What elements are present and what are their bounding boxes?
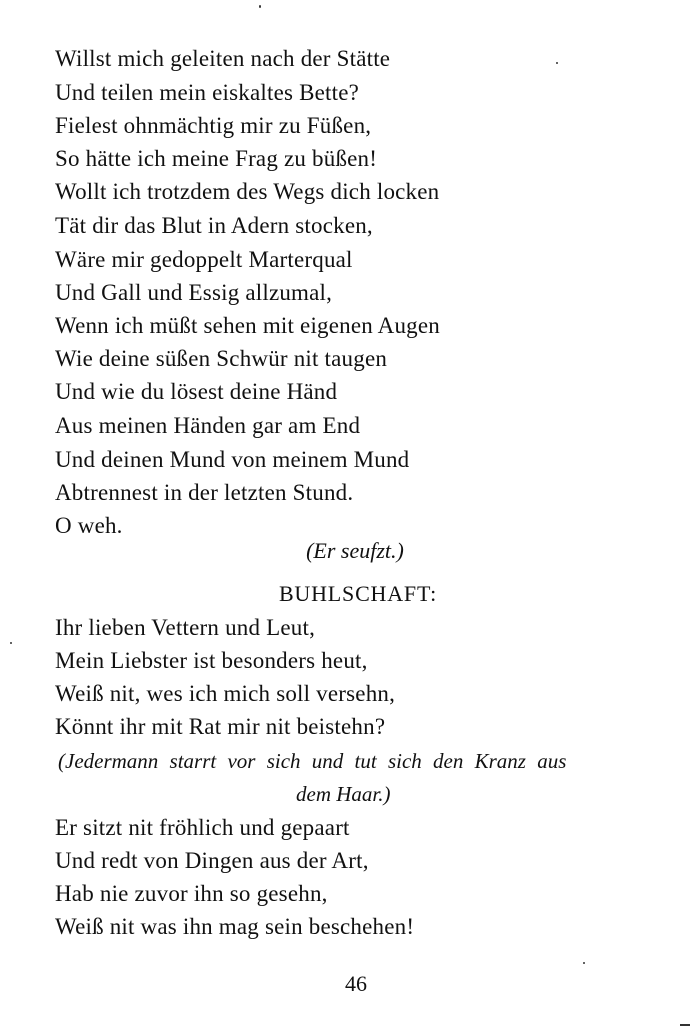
verse-line: Hab nie zuvor ihn so gesehn, — [55, 881, 328, 906]
verse-line: Tät dir das Blut in Adern stocken, — [55, 213, 373, 238]
verse-line: Weiß nit, wes ich mich soll versehn, — [55, 681, 396, 706]
scan-speck — [259, 5, 261, 8]
verse-line: Und Gall und Essig allzumal, — [55, 280, 333, 305]
verse-line: Wollt ich trotzdem des Wegs dich locken — [55, 179, 440, 204]
verse-line: Und deinen Mund von meinem Mund — [55, 447, 410, 472]
verse-line: Und redt von Dingen aus der Art, — [55, 848, 369, 873]
scan-speck — [556, 62, 558, 64]
verse-line: Ihr lieben Vettern und Leut, — [55, 615, 316, 640]
scan-speck — [583, 962, 585, 964]
page-number: 46 — [345, 971, 367, 996]
verse-line: Wie deine süßen Schwür nit taugen — [55, 346, 388, 371]
verse-line: So hätte ich meine Frag zu büßen! — [55, 146, 378, 171]
verse-line: Und teilen mein eiskaltes Bette? — [55, 80, 360, 105]
verse-line: Mein Liebster ist besonders heut, — [55, 648, 368, 673]
scan-speck — [10, 642, 12, 644]
verse-line: Abtrennest in der letzten Stund. — [55, 480, 354, 505]
verse-line: Wenn ich müßt sehen mit eigenen Augen — [55, 313, 440, 338]
stage-direction: (Er seufzt.) — [306, 538, 404, 563]
verse-line: Fielest ohnmächtig mir zu Füßen, — [55, 113, 372, 138]
stage-direction-continued: dem Haar.) — [296, 782, 391, 806]
verse-line: Willst mich geleiten nach der Stätte — [55, 46, 391, 71]
stage-direction: (Jedermann starrt vor sich und tut sich den Kranz aus — [58, 749, 567, 773]
verse-line: O weh. — [55, 513, 123, 538]
verse-line: Er sitzt nit fröhlich und gepaart — [55, 815, 350, 840]
verse-line: Könnt ihr mit Rat mir nit beistehn? — [55, 714, 386, 739]
verse-line: Und wie du lösest deine Händ — [55, 379, 338, 404]
verse-line: Wäre mir gedoppelt Marterqual — [55, 247, 353, 272]
scan-speck — [680, 1024, 690, 1026]
speaker-name: BUHLSCHAFT: — [278, 581, 438, 606]
verse-line: Aus meinen Händen gar am End — [55, 413, 361, 438]
verse-line: Weiß nit was ihn mag sein beschehen! — [55, 914, 415, 939]
